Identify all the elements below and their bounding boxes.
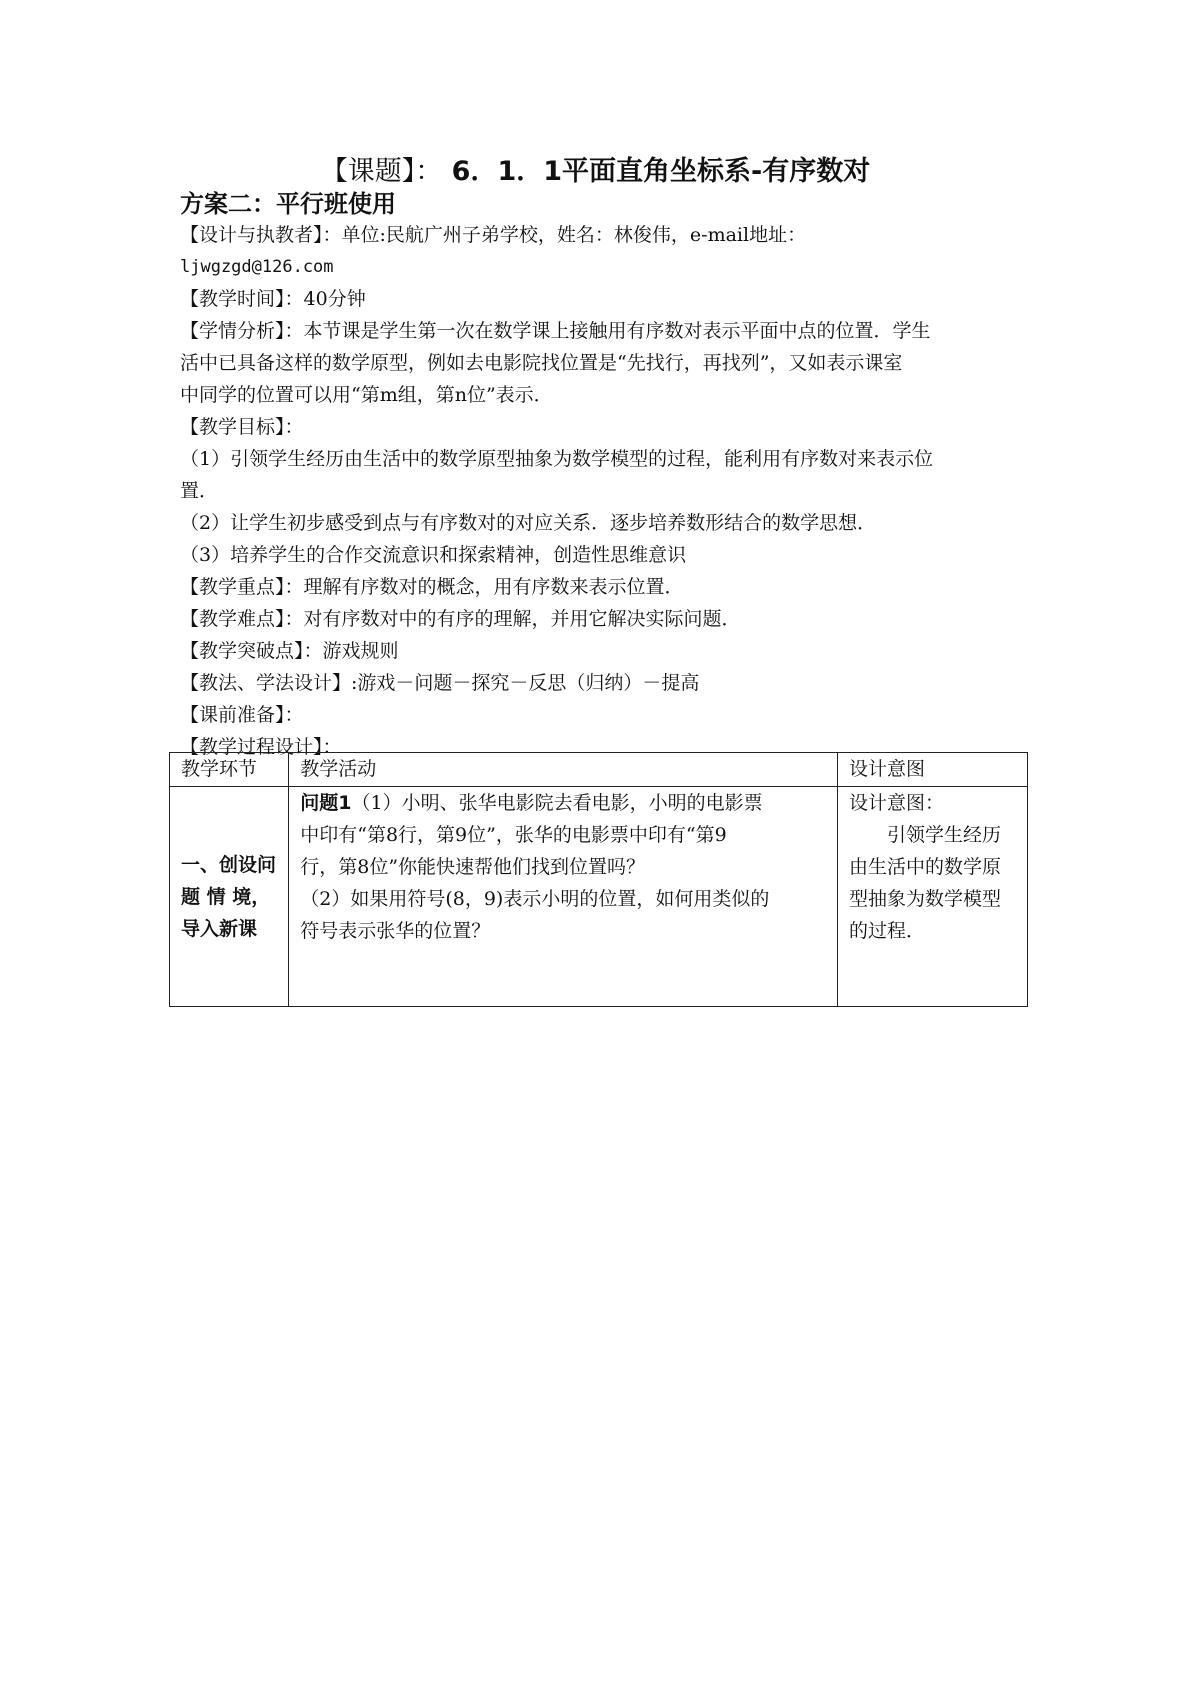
designer-email: ljwgzgd@126.com [180,257,334,277]
intent-line-3: 型抽象为数学模型 [849,888,1002,910]
intent-title: 设计意图： [849,792,945,814]
header-stage: 教学环节 [170,753,289,787]
key-point-label: 【教学重点】 [180,576,285,598]
goal-1-line-1: （1）引领学生经历由生活中的数学原型抽象为数学模型的过程，能利用有序数对来表示位 [180,448,934,470]
difficulty-label: 【教学难点】 [180,608,285,630]
activity-line-1 [300,787,831,819]
preparation-label: 【课前准备】 [180,704,285,726]
method-line [180,667,1020,699]
goals-label: 【教学目标】 [180,416,285,438]
goal-2: （2）让学生初步感受到点与有序数对的对应关系．逐步培养数形结合的数学思想． [180,512,877,534]
stage-line-1: 一、创设问 [181,853,277,876]
question-label: 问题1 [300,792,352,814]
key-point-text: ：理解有序数对的概念，用有序数来表示位置． [284,576,684,598]
analysis-line-2: 活中已具备这样的数学原型，例如去电影院找位置是“先找行，再找列”，又如表示课室 [180,352,903,374]
goal-1-line-2: 置． [180,480,219,502]
preparation-text: ： [284,704,304,726]
activity-line-2: 中印有“第8行，第9位”，张华的电影票中印有“第9 [300,824,727,846]
method-text: :游戏－问题－探究－反思（归纳）－提高 [351,672,700,694]
designer-text: ：单位:民航广州子弟学校，姓名：林俊伟，e-mail地址： [322,224,807,246]
intent-cell [838,787,1028,1007]
time-text: ：40分钟 [284,288,366,310]
key-point-line [180,571,1020,603]
title-main: 6．1．1平面直角坐标系-有序数对 [451,156,871,187]
table-header-row [170,753,1028,787]
breakthrough-line [180,635,1020,667]
activity-cell [289,787,838,1007]
lesson-info [180,219,1020,763]
intent-line-2: 由生活中的数学原 [849,856,1002,878]
header-intent: 设计意图 [838,753,1028,787]
header-activity: 教学活动 [289,753,838,787]
lesson-title [0,152,1191,192]
breakthrough-text: ：游戏规则 [303,640,399,662]
difficulty-text: ：对有序数对中的有序的理解，并用它解决实际问题． [284,608,741,630]
process-text: ： [322,736,342,758]
intent-line-4: 的过程． [849,920,926,942]
activity-text-1: （1）小明、张华电影院去看电影，小明的电影票 [351,792,763,814]
analysis-line-1 [180,315,1020,347]
analysis-label: 【学情分析】 [180,320,285,342]
analysis-text-1: ：本节课是学生第一次在数学课上接触用有序数对表示平面中点的位置．学生 [284,320,931,342]
difficulty-line [180,603,1020,635]
plan-subtitle: 方案二：平行班使用 [180,190,396,218]
activity-line-5: 符号表示张华的位置？ [300,920,491,942]
table-row [170,787,1028,1007]
stage-line-3: 导入新课 [181,917,258,940]
breakthrough-label: 【教学突破点】 [180,640,304,662]
activity-line-4: （2）如果用符号(8，9)表示小明的位置，如何用类似的 [300,888,770,910]
designer-line [180,219,1020,251]
method-label: 【教法、学法设计】 [180,672,352,694]
analysis-line-3: 中同学的位置可以用“第m组，第n位”表示． [180,384,553,406]
preparation-line [180,699,1020,731]
stage-cell [170,787,289,1007]
stage-line-2: 题 情 境， [181,885,271,908]
teaching-process-table [169,752,1028,1007]
goals-suffix: ： [284,416,304,438]
goals-heading [180,411,1020,443]
intent-line-1: 引领学生经历 [887,824,1002,846]
goal-3: （3）培养学生的合作交流意识和探索精神，创造性思维意识 [180,544,687,566]
time-line [180,283,1020,315]
title-prefix: 【课题】： [320,156,443,187]
activity-line-3: 行，第8位”你能快速帮他们找到位置吗？ [300,856,646,878]
process-label: 【教学过程设计】 [180,736,323,758]
designer-label: 【设计与执教者】 [180,224,323,246]
time-label: 【教学时间】 [180,288,285,310]
